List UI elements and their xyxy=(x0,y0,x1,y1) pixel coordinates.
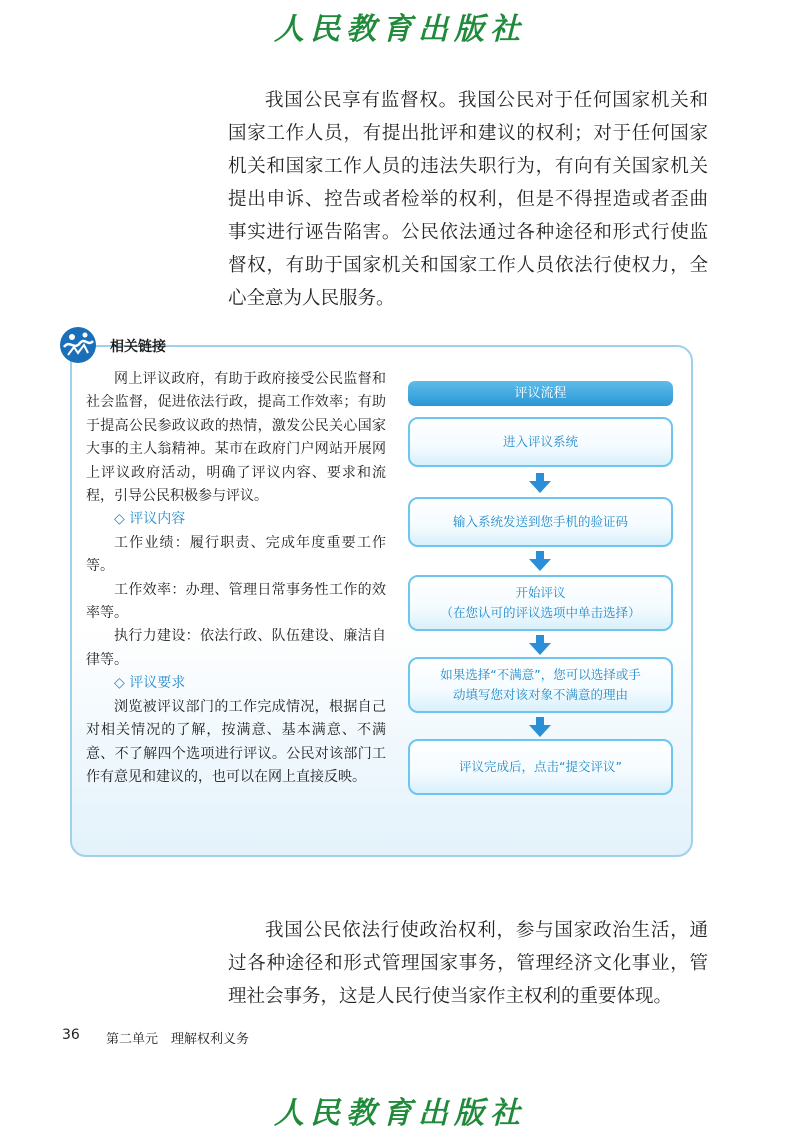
down-arrow-icon xyxy=(529,473,551,493)
flow-step-start-evaluation xyxy=(408,575,673,631)
step-subtext: 动填写您对该对象不满意的理由 xyxy=(452,687,628,702)
step-text: 开始评议 xyxy=(515,585,566,600)
publisher-watermark-top: 人民教育出版社 xyxy=(274,12,526,47)
step-text: 输入系统发送到您手机的验证码 xyxy=(452,514,628,529)
publisher-watermark-bottom: 人民教育出版社 xyxy=(274,1096,526,1131)
step-text: 如果选择“不满意”，您可以选择或手 xyxy=(440,667,641,682)
content-item: 工作效率：办理、管理日常事务性工作的效率等。 xyxy=(86,581,386,622)
flow-step-submit xyxy=(408,739,673,795)
evaluation-description xyxy=(86,368,386,789)
requirement-heading: ◇ 评议要求 xyxy=(114,675,186,692)
intro-text: 网上评议政府，有助于政府接受公民监督和社会监督，促进依法行政，提高工作效率；有助于提高公民参政议政的热情，激发公民关心国家大事的主人翁精神。某市在政府门户网站开展网上评议政府活动，明确了评议内容、要求和流程，引导公民积极参与评议。 xyxy=(86,371,386,505)
step-text: 评议完成后，点击“提交评议” xyxy=(459,759,622,774)
flow-step-verification-code xyxy=(408,497,673,547)
globe-link-icon xyxy=(58,325,98,365)
down-arrow-icon xyxy=(529,551,551,571)
content-heading: ◇ 评议内容 xyxy=(114,511,186,528)
requirement-text: 浏览被评议部门的工作完成情况，根据自己对相关情况的了解，按满意、基本满意、不满意、不了解四个选项进行评议。公民对该部门工作有意见和建议的，也可以在网上直接反映。 xyxy=(86,698,386,785)
flow-step-enter-system xyxy=(408,417,673,467)
paragraph-supervision-right: 我国公民享有监督权。我国公民对于任何国家机关和国家工作人员，有提出批评和建议的权利；对于任何国家机关和国家工作人员的违法失职行为，有向有关国家机关提出申诉、控告或者检举的权利，但是不得捏造或者歪曲事实进行诬告陷害。公民依法通过各种途径和形式行使监督权，有助于国家机关和国家工作人员依法行使权力，全心全意为人民服务。 xyxy=(228,90,708,309)
flow-step-dissatisfied-reason xyxy=(408,657,673,713)
content-item: 工作业绩：履行职责、完成年度重要工作等。 xyxy=(86,534,386,575)
flowchart-title: 评议流程 xyxy=(408,381,673,406)
page-number: 36 xyxy=(62,1027,80,1043)
paragraph-political-rights: 我国公民依法行使政治权利，参与国家政治生活，通过各种途径和形式管理国家事务，管理经济文化事业，管理社会事务，这是人民行使当家作主权利的重要体现。 xyxy=(228,920,708,1007)
unit-title: 第二单元 理解权利义务 xyxy=(106,1032,250,1047)
down-arrow-icon xyxy=(529,717,551,737)
related-link-title: 相关链接 xyxy=(110,339,166,355)
content-item: 执行力建设：依法行政、队伍建设、廉洁自律等。 xyxy=(86,628,386,668)
step-text: 进入评议系统 xyxy=(502,434,578,449)
down-arrow-icon xyxy=(529,635,551,655)
step-subtext: （在您认可的评议选项中单击选择） xyxy=(440,605,641,620)
